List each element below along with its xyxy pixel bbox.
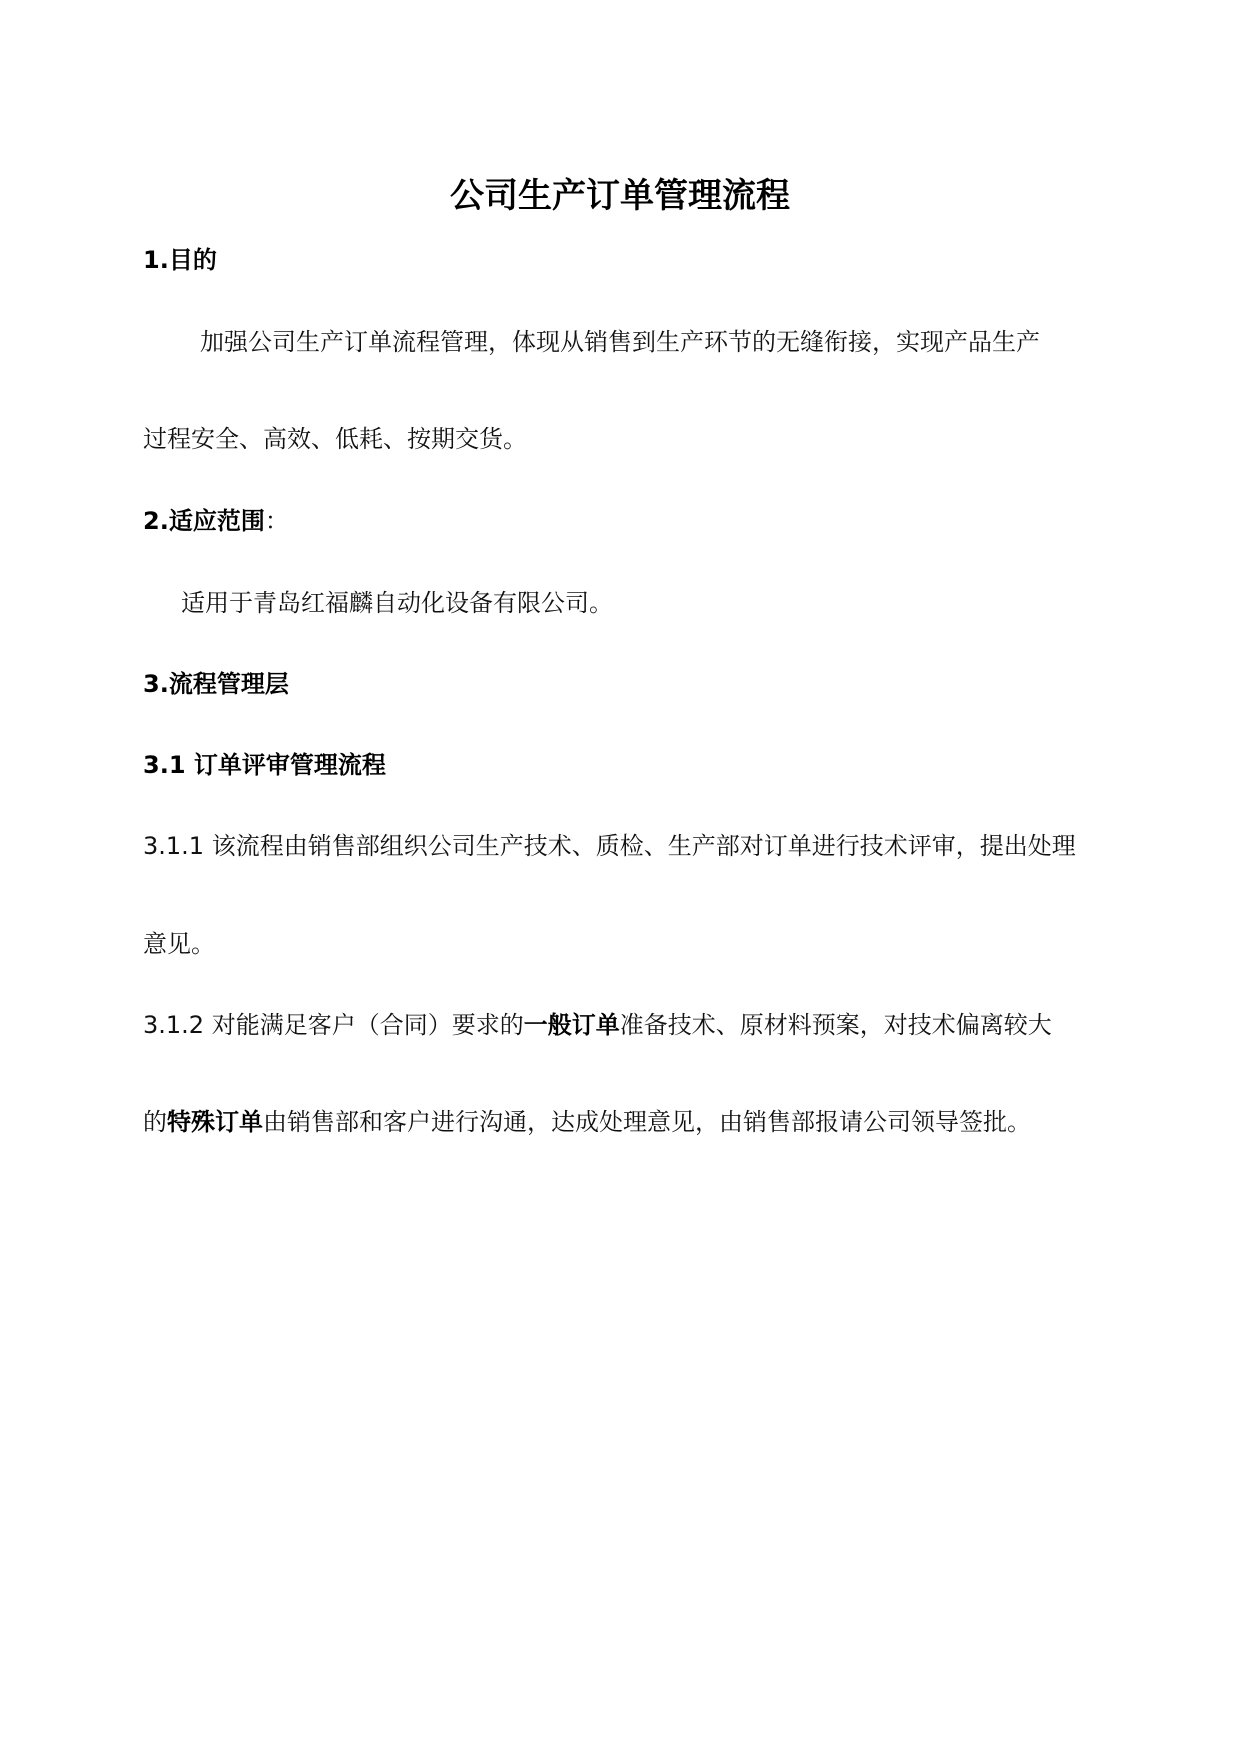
section-1-heading: 1.目的: [143, 246, 217, 274]
section-2-heading-row: [143, 504, 289, 538]
section-3-heading: 3.流程管理层: [143, 670, 289, 698]
section-2-heading: 2.适应范围: [143, 507, 265, 535]
general-order-emphasis: 一般订单: [523, 1011, 620, 1039]
section-1-paragraph-line-1: 加强公司生产订单流程管理，体现从销售到生产环节的无缝衔接，实现产品生产: [200, 328, 1040, 356]
item-3-1-2-line-2: [143, 1105, 1031, 1139]
item-3-1-2-line-2-part-a: 的: [143, 1108, 167, 1136]
item-3-1-2-line-1-part-a: 3.1.2 对能满足客户（合同）要求的: [143, 1011, 524, 1039]
item-3-1-1-line-1: 3.1.1 该流程由销售部组织公司生产技术、质检、生产部对订单进行技术评审，提出处理: [143, 832, 1076, 860]
document-title: 公司生产订单管理流程: [450, 176, 790, 216]
section-3-1-heading: 3.1 订单评审管理流程: [143, 751, 386, 779]
section-1-paragraph-line-2: 过程安全、高效、低耗、按期交货。: [143, 425, 527, 453]
special-order-emphasis: 特殊订单: [167, 1108, 263, 1136]
item-3-1-2-line-1-part-b: 准备技术、原材料预案，对技术偏离较大: [619, 1011, 1052, 1039]
item-3-1-2-line-2-part-b: 由销售部和客户进行沟通，达成处理意见，由销售部报请公司领导签批。: [263, 1108, 1031, 1136]
item-3-1-1-line-2: 意见。: [143, 930, 215, 958]
section-2-heading-colon: ：: [264, 507, 289, 535]
section-2-paragraph: 适用于青岛红福麟自动化设备有限公司。: [181, 589, 613, 617]
item-3-1-2-line-1: [143, 1008, 1052, 1042]
